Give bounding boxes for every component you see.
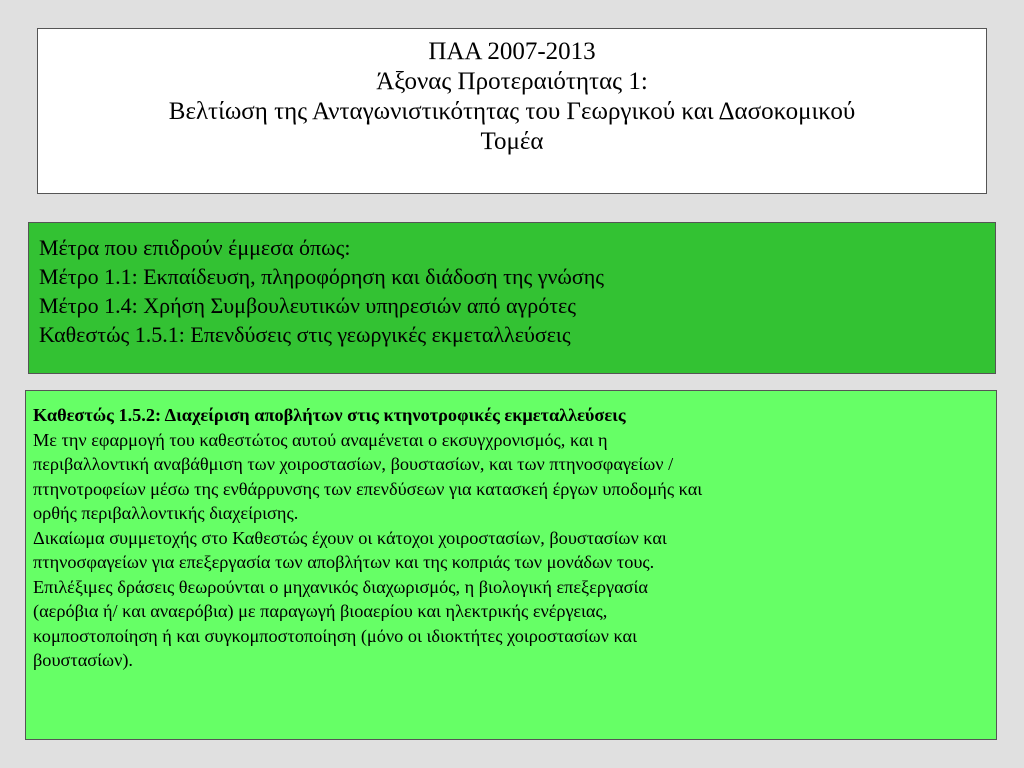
- measures-line: Καθεστώς 1.5.1: Επενδύσεις στις γεωργικές εκμεταλλεύσεις: [39, 322, 571, 347]
- detail-line: κομποστοποίηση ή και συγκομποστοποίηση (μόνο οι ιδιοκτήτες χοιροστασίων και: [33, 625, 638, 646]
- detail-line: βουστασίων).: [33, 650, 134, 670]
- detail-line: Με την εφαρμογή του καθεστώτος αυτού αναμένεται ο εκσυγχρονισμός, και η: [33, 429, 608, 450]
- detail-line: Δικαίωμα συμμετοχής στο Καθεστώς έχουν οι κάτοχοι χοιροστασίων, βουστασίων και: [33, 527, 667, 548]
- detail-line: (αερόβια ή/ και αναερόβια) με παραγωγή βιοαερίου και ηλεκτρικής ενέργειας,: [33, 601, 608, 621]
- detail-line: Επιλέξιμες δράσεις θεωρούνται ο μηχανικός διαχωρισμός, η βιολογική επεξεργασία: [33, 576, 649, 597]
- title-line: Τομέα: [480, 128, 544, 155]
- detail-line: πτηνοτροφείων μέσω της ενθάρρυνσης των επενδύσεων για κατασκεή έργων υποδομής και: [33, 478, 703, 499]
- measures-line: Μέτρο 1.4: Χρήση Συμβουλευτικών υπηρεσιών από αγρότες: [39, 293, 577, 318]
- detail-line: ορθής περιβαλλοντικής διαχείρισης.: [33, 503, 299, 523]
- detail-line: πτηνοσφαγείων για επεξεργασία των αποβλήτων και της κοπριάς των μονάδων τους.: [33, 552, 655, 572]
- title-line: Βελτίωση της Ανταγωνιστικότητας του Γεωργικού και Δασοκομικού: [168, 98, 856, 125]
- detail-box: [25, 390, 997, 740]
- detail-heading: Καθεστώς 1.5.2: Διαχείριση αποβλήτων στις κτηνοτροφικές εκμεταλλεύσεις: [33, 405, 626, 425]
- title-line: Άξονας Προτεραιότητας 1:: [376, 68, 648, 95]
- title-box: [37, 28, 987, 194]
- measures-line: Μέτρο 1.1: Εκπαίδευση, πληροφόρηση και διάδοση της γνώσης: [39, 264, 604, 289]
- measures-line: Μέτρα που επιδρούν έμμεσα όπως:: [39, 235, 351, 260]
- measures-box: [28, 222, 996, 374]
- detail-line: περιβαλλοντική αναβάθμιση των χοιροστασίων, βουστασίων, και των πτηνοσφαγείων /: [33, 454, 674, 474]
- title-line: ΠΑΑ 2007-2013: [428, 38, 596, 65]
